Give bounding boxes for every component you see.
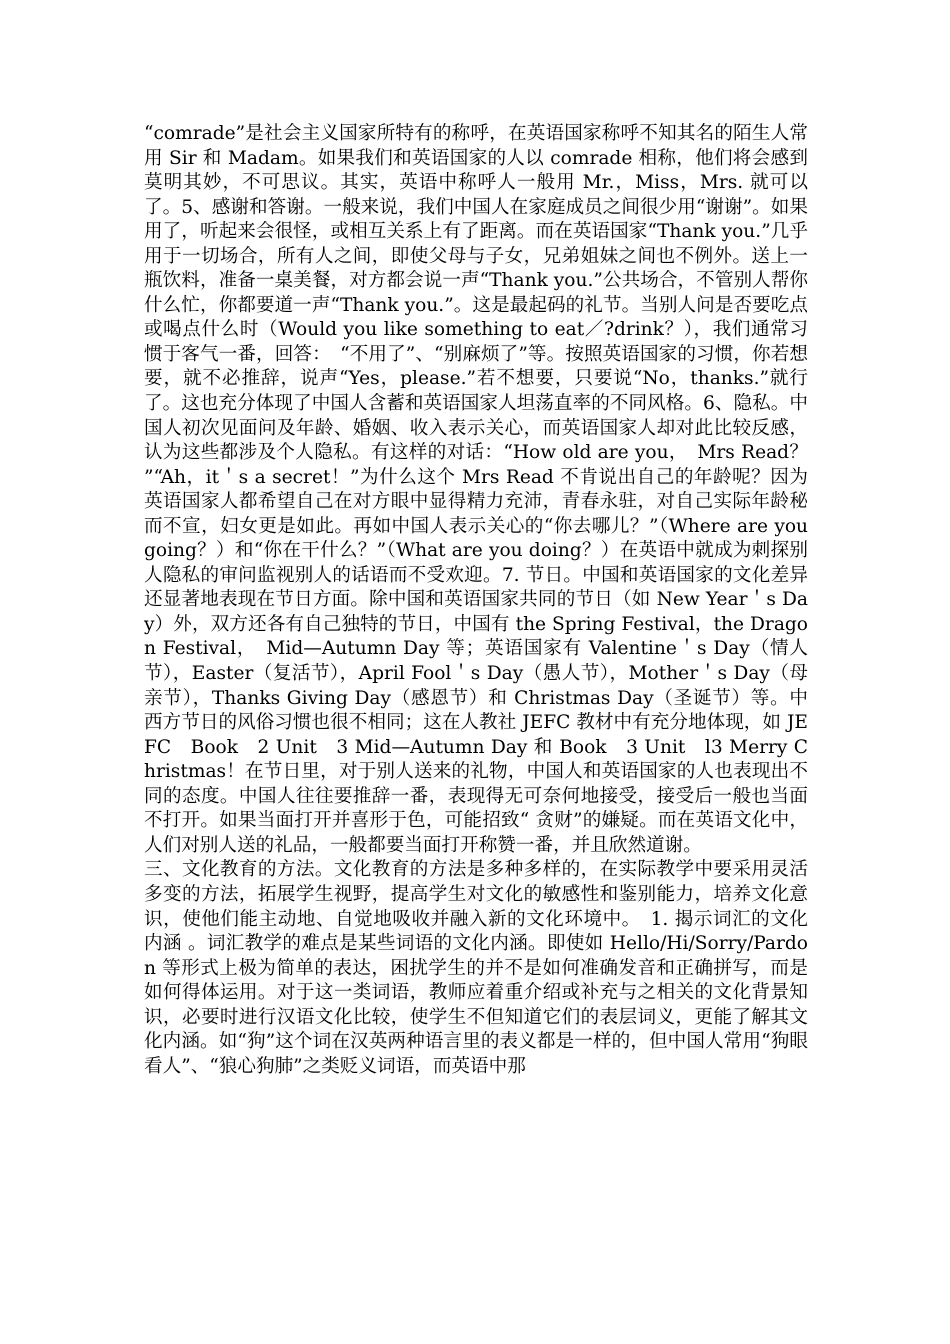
body-paragraph: 三、文化教育的方法。文化教育的方法是多种多样的，在实际教学中要采用灵活多变的方法，拓展学生视野，提高学生对文化的敏感性和鉴别能力，培养文化意识，使他们能主动地、自觉地吸收并融入新的文化环境中。 1. 揭示词汇的文化内涵 。词汇教学的难点是某些词语的文化内涵。即使如 Hello/Hi/Sorry/Pardon 等形式上极为简单的表达，困扰学生的并不是如何准确发音和正确拼写，而是如何得体运用。对于这一类词语，教师应着重介绍或补充与之相关的文化背景知识，必要时进行汉语文化比较，使学生不但知道它们的表层词义，更能了解其文化内涵。如“狗”这个词在汉英两种语言里的表义都是一样的，但中国人常用“狗眼看人”、“狼心狗肺”之类贬义词语，而英语中那 <box>144 859 808 1077</box>
document-page <box>144 122 827 1079</box>
body-paragraph: “comrade”是社会主义国家所特有的称呼，在英语国家称呼不知其名的陌生人常用 Sir 和 Madam。如果我们和英语国家的人以 comrade 相称，他们将会感到莫明其妙，不可思议。其实，英语中称呼人一般用 Mr.，Miss，Mrs. 就可以了。5、感谢和答谢。一般来说，我们中国人在家庭成员之间很少用“谢谢”。如果用了，听起来会很怪，或相互关系上有了距离。而在英语国家“Thank you.”几乎用于一切场合，所有人之间，即使父母与子女，兄弟姐妹之间也不例外。送上一瓶饮料，准备一桌美餐，对方都会说一声“Thank you.”公共场合，不管别人帮你什么忙，你都要道一声“Thank you.”。这是最起码的礼节。当别人问是否要吃点或喝点什么时（Would you like something to eat／?drink？），我们通常习惯于客气一番，回答： “不用了”、“别麻烦了”等。按照英语国家的习惯，你若想要，就不必推辞，说声“Yes，please.”若不想要，只要说“No，thanks.”就行了。这也充分体现了中国人含蓄和英语国家人坦荡直率的不同风格。6、隐私。中国人初次见面问及年龄、婚姻、收入表示关心，而英语国家人却对此比较反感，认为这些都涉及个人隐私。有这样的对话：“How old are you， Mrs Read？ ”“Ah，it＇s a secret！”为什么这个 Mrs Read 不肯说出自己的年龄呢？因为英语国家人都希望自己在对方眼中显得精力充沛，青春永驻，对自己实际年龄秘而不宣，妇女更是如此。再如中国人表示关心的“你去哪儿？”（Where are you going？）和“你在干什么？”（What are you doing？）在英语中就成为刺探别人隐私的审问监视别人的话语而不受欢迎。7. 节日。中国和英语国家的文化差异还显著地表现在节日方面。除中国和英语国家共同的节日（如 New Year＇s Day）外，双方还各有自己独特的节日，中国有 the Spring Festival，the Dragon Festival， Mid—Autumn Day 等；英语国家有 Valentine＇s Day（情人节），Easter（复活节），April Fool＇s Day（愚人节），Mother＇s Day（母亲节），Thanks Giving Day（感恩节）和 Christmas Day（圣诞节）等。中西方节日的风俗习惯也很不相同；这在人教社 JEFC 教材中有充分地体现，如 JEFC Book 2 Unit 3 Mid—Autumn Day 和 Book 3 Unit l3 Merry Christmas！在节日里，对于别人送来的礼物，中国人和英语国家的人也表现出不同的态度。中国人往往要推辞一番，表现得无可奈何地接受，接受后一般也当面不打开。如果当面打开并喜形于色，可能招致“ 贪财”的嫌疑。而在英语文化中，人们对别人送的礼品，一般都要当面打开称赞一番，并且欣然道谢。 <box>144 123 827 856</box>
